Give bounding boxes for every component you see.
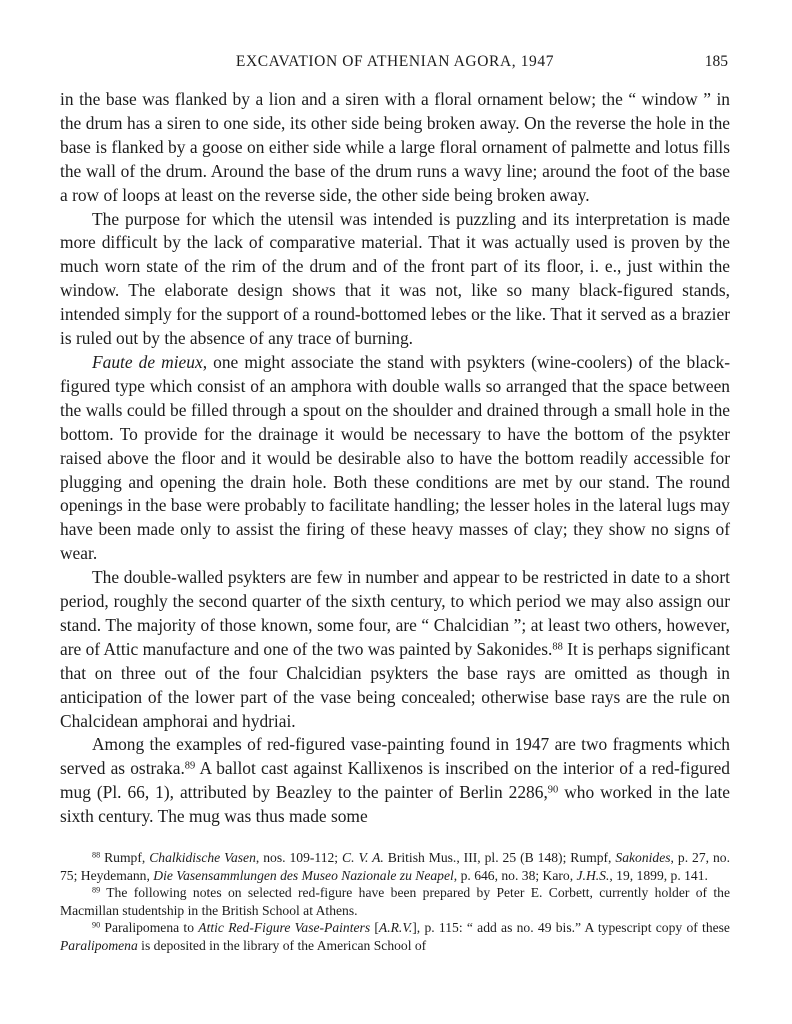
italic-text: A.R.V. bbox=[378, 920, 413, 935]
text-run: It is perhaps significant that on three out of the four Chalcidian psykters the base rays are omitted as though in anticipation of the lower part of the vase being concealed; otherwise base rays are the rule on Chalcidean amphorai and hydriai. bbox=[60, 638, 730, 731]
footnote bbox=[60, 884, 730, 919]
paragraph bbox=[60, 351, 730, 566]
paragraph bbox=[60, 88, 730, 208]
footnote-ref: 89 bbox=[92, 885, 101, 895]
footnote bbox=[60, 919, 730, 954]
italic-text: J.H.S. bbox=[576, 867, 610, 883]
paragraph bbox=[60, 208, 730, 351]
italic-text: C. V. A. bbox=[342, 850, 384, 865]
italic-text: Faute de mieux bbox=[92, 351, 203, 372]
body-text bbox=[60, 88, 730, 829]
italic-text: Chalkidische Vasen bbox=[149, 850, 256, 865]
text-run: A ballot cast against Kallixenos is inscribed on the interior of a red-figured mug (Pl. 66, 1), attributed by Beazley to the painter of Berlin 2286, bbox=[60, 758, 730, 803]
text-run: , nos. 109-112; bbox=[255, 850, 343, 865]
text-run: is deposited in the library of the American School of bbox=[137, 937, 427, 953]
text-run: The following notes on selected red-figure have been prepared by Peter E. Corbett, currently holder of the Macmillan studentship in the British School at Athens. bbox=[60, 885, 730, 918]
footnote-ref: 88 bbox=[552, 641, 563, 653]
footnote-ref: 89 bbox=[184, 760, 196, 772]
italic-text: Attic Red-Figure Vase-Painters bbox=[198, 920, 371, 935]
page-number: 185 bbox=[704, 53, 728, 70]
text-run: , 19, 1899, p. 141. bbox=[609, 867, 708, 883]
paragraph bbox=[60, 733, 730, 829]
italic-text: Sakonides bbox=[615, 850, 671, 865]
text-run: [ bbox=[370, 920, 379, 935]
text-run: , one might associate the stand with psykters (wine-coolers) of the black-figured type which consist of an amphora with double walls so arranged that the space between the walls could be filled through a spout on the shoulder and drained through a small hole in the bottom. To provide for the drainage it would be necessary to have the bottom of the psykter raised above the floor and it would be desirable also to have the bottom readily accessible for plugging and opening the drain hole. Both these conditions are met by our stand. The round openings in the base were probably to facilitate handling; the lesser holes in the lateral lugs may have been made only to assist the firing of these heavy masses of clay; they show no signs of wear. bbox=[60, 351, 730, 564]
text-run: The purpose for which the utensil was intended is puzzling and its interpretation is made more difficult by the lack of comparative material. That it was actually used is proven by the much worn state of the rim of the drum and of the front part of its floor, i. e., just within the window. The elaborate design shows that it was not, like so many black-figured stands, intended simply for the support of a round-bottomed lebes or the like. That it served as a brazier is ruled out by the absence of any trace of burning. bbox=[60, 208, 730, 349]
text-run: British Mus., III, pl. 25 (B 148); Rumpf, bbox=[383, 850, 616, 865]
running-header bbox=[62, 53, 728, 75]
footnote-ref: 88 bbox=[92, 850, 101, 860]
footnotes bbox=[60, 849, 730, 954]
text-run: Rumpf, bbox=[100, 850, 150, 865]
text-run: who worked in the late sixth century. The mug was thus made some bbox=[60, 782, 730, 827]
text-run: ], p. 115: “ add as no. 49 bis.” A typescript copy of these bbox=[412, 920, 730, 935]
footnote-ref: 90 bbox=[92, 920, 101, 930]
text-run: , p. 27, no. 75; Heydemann, bbox=[60, 850, 730, 883]
text-run: Among the examples of red-figured vase-painting found in 1947 are two fragments which served as ostraka. bbox=[60, 734, 730, 779]
footnote bbox=[60, 849, 730, 884]
italic-text: Die Vasensammlungen des Museo Nazionale zu Neapel bbox=[153, 867, 454, 883]
text-run: in the base was flanked by a lion and a siren with a floral ornament below; the “ window ” in the drum has a siren to one side, its other side being broken away. On the reverse the hole in the base is flanked by a goose on either side while a large floral ornament of palmette and lotus fills the wall of the drum. Around the base of the drum runs a wavy line; around the foot of the base a row of loops at least on the reverse side, the other side being broken away. bbox=[60, 89, 730, 205]
paragraph bbox=[60, 566, 730, 733]
text-run: Paralipomena to bbox=[100, 920, 199, 935]
running-title: EXCAVATION OF ATHENIAN AGORA, 1947 bbox=[235, 53, 555, 70]
italic-text: Paralipomena bbox=[60, 937, 138, 953]
text-run: The double-walled psykters are few in number and appear to be restricted in date to a short period, roughly the second quarter of the sixth century, to which period we may also assign our stand. The majority of those known, some four, are “ Chalcidian ”; at least two others, however, are of Attic manufacture and one of the two was painted by Sakonides. bbox=[60, 567, 730, 659]
footnote-ref: 90 bbox=[547, 784, 559, 796]
text-run: , p. 646, no. 38; Karo, bbox=[453, 867, 577, 883]
